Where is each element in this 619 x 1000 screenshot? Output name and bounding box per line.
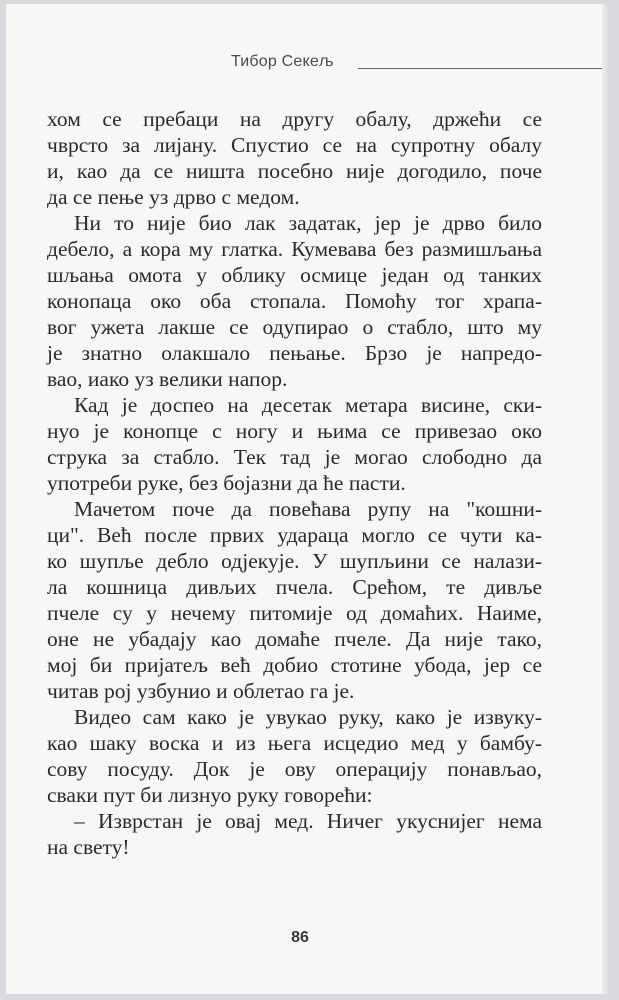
text-line: да се пење уз дрво с медом. xyxy=(47,185,300,209)
running-header-title: Тибор Секељ xyxy=(231,53,334,70)
text-line: употреби руке, без бојазни да ће пасти. xyxy=(47,471,406,495)
body-text xyxy=(47,106,542,860)
text-line: као шаку воска и из њега исцедио мед у бамбу- xyxy=(47,731,542,755)
text-line: чврсто за лијану. Спустио се на супротну обалу xyxy=(47,133,542,157)
text-line: ци". Већ после првих ударaца могло се чути ка- xyxy=(47,523,542,547)
text-line: конопаца око оба стопала. Помоћу тог храпа- xyxy=(47,289,542,313)
text-line: вог ужета лакше се одупирао о стабло, што му xyxy=(47,315,542,339)
text-line: пчеле су у нечему питомије од домаћих. Наиме, xyxy=(47,601,542,625)
text-line: хом се пребаци на другу обалу, држећи се xyxy=(47,107,542,131)
header-rule xyxy=(358,68,604,69)
text-line: дебело, а кора му глатка. Кумевава без размишљања xyxy=(47,237,542,261)
text-line: је знатно олакшало пењање. Брзо је напредо- xyxy=(47,341,542,365)
text-line: вао, иако уз велики напор. xyxy=(47,367,288,391)
running-header xyxy=(6,47,606,73)
page-number: 86 xyxy=(291,929,309,946)
text-line: оне не убадају као домаће пчеле. Да није тако, xyxy=(47,627,542,651)
book-page xyxy=(6,4,606,994)
text-line: сваки пут би лизнуо руку говорећи: xyxy=(47,783,373,807)
paragraph-first-line: Кад је доспео на десетак метара висине, ски- xyxy=(74,393,542,417)
text-line: ла кошница дивљих пчела. Срећом, те дивље xyxy=(47,575,542,599)
paragraph-first-line: Видео сам како је увукао руку, како је извуку- xyxy=(74,705,542,729)
text-line: мој би пријатељ већ добио стотине убода, јер се xyxy=(47,653,542,677)
page-edge xyxy=(602,4,608,994)
text-line: и, као да се ништа посебно није догодило, поче xyxy=(47,159,542,183)
text-line: сову посуду. Док је ову операцију понављао, xyxy=(47,757,542,781)
paragraph-first-line: Мачетом поче да повећава рупу на "кошни- xyxy=(74,497,542,521)
text-line: нуо је конопце с ногу и њима се привезао око xyxy=(47,419,542,443)
paragraph-first-line: Ни то није био лак задатак, јер је дрво било xyxy=(74,211,542,235)
text-line: ко шупље дебло одјекује. У шупљини се налази- xyxy=(47,549,542,573)
text-line: струка за стабло. Тек тад је могао слободно да xyxy=(47,445,542,469)
text-line: на свету! xyxy=(47,835,130,859)
dialogue-line: – Изврстан је овај мед. Ничег укуснијег нема xyxy=(74,809,542,833)
text-line: читав рој узбунио и облетао га је. xyxy=(47,679,355,703)
text-line: шљања омота у облику осмице један од танких xyxy=(47,263,542,287)
